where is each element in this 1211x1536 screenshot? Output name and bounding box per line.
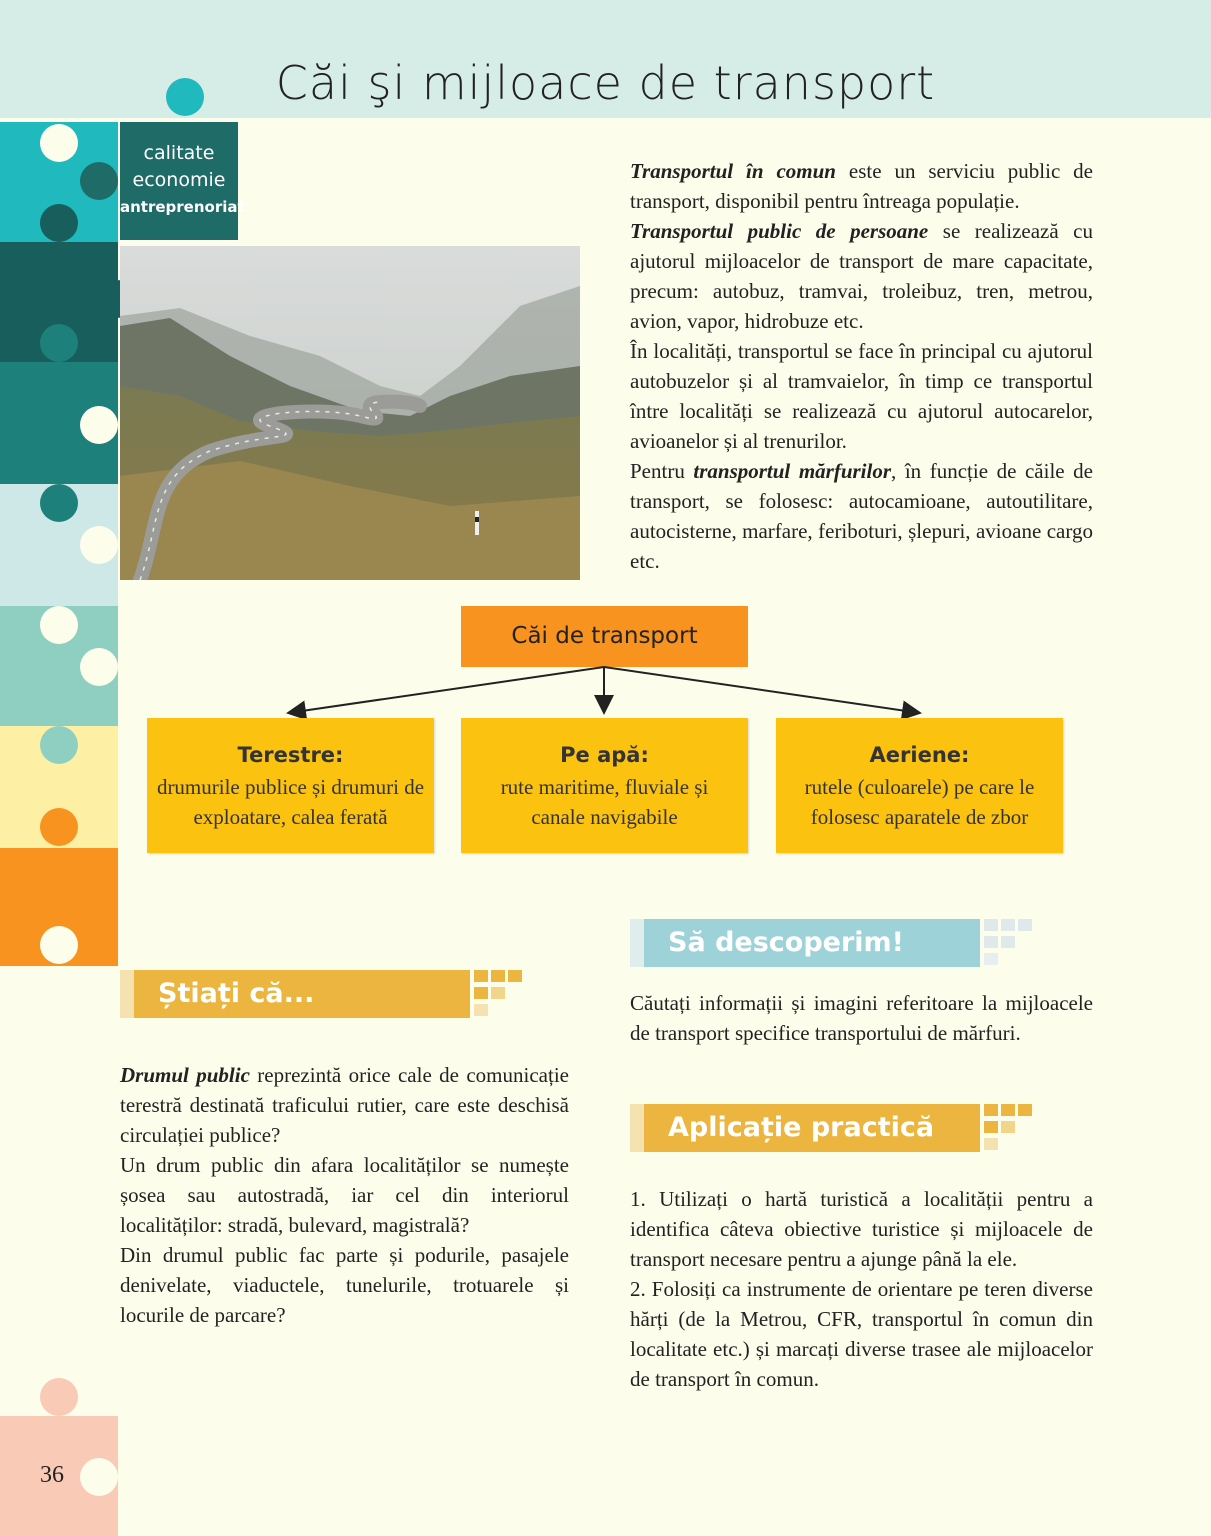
intro-term: Transportul în comun: [630, 159, 836, 183]
tag-antreprenoriat: antreprenoriat: [120, 198, 245, 216]
aplicatie-item: 2. Folosiți ca instrumente de orientare pe teren diverse hărți (de la Metrou, CFR, transportul în comun din localitate etc.) și marcați diverse trasee ale mijloacelor de transport în comun.: [630, 1277, 1093, 1391]
aplicatie-heading: Aplicație practică: [644, 1104, 980, 1152]
intro-paragraph: Transportul public de persoane se realizează cu ajutorul mijloacelor de transport de mare capacitate, precum: autobuz, tramvai, troleibuz, tren, metrou, avion, vapor, hidrobuze etc.: [630, 219, 1093, 333]
branch-aeriene: [776, 718, 1063, 853]
descoperim-heading: Să descoperim!: [644, 919, 980, 967]
branch-title: Aeriene:: [869, 743, 970, 767]
branch-title: Pe apă:: [560, 743, 649, 767]
aplicatie-text: [630, 1184, 1093, 1394]
diagram-root: Căi de transport: [461, 606, 748, 667]
stiati-term: Drumul public: [120, 1063, 250, 1087]
branch-text: rute maritime, fluviale și canale navigabile: [500, 775, 709, 829]
puzzle-knob: [80, 1458, 118, 1496]
stiati-heading: Știați că...: [134, 970, 470, 1018]
page-number: 36: [40, 1462, 64, 1488]
intro-paragraph: Transportul în comun este un serviciu public de transport, disponibil pentru întreaga populație.: [630, 159, 1094, 213]
puzzle-knob: [40, 1378, 78, 1416]
branch-terestre: [147, 718, 434, 853]
stiati-paragraph: Drumul public reprezintă orice cale de comunicație terestră destinată traficului rutier, care este deschisă circulației publice?: [120, 1063, 569, 1147]
intro-term: transportul mărfurilor: [693, 459, 892, 483]
intro-paragraph: În localități, transportul se face în principal cu ajutorul autobuzelor și al tramvaielor, în timp ce transportul între localități se realizează cu ajutorul autocarelor, avioanelor și al trenurilor.: [630, 339, 1093, 453]
diagram-arrows: [0, 0, 1211, 760]
descoperim-banner: [630, 919, 1040, 967]
tag-economie: economie: [132, 169, 226, 191]
branch-title: Terestre:: [237, 743, 344, 767]
branch-apa: [461, 718, 748, 853]
arrow-terestre: [288, 667, 604, 713]
stiati-paragraph: Din drumul public fac parte și podurile, pasajele denivelate, viaductele, tunelurile, trotuarele și locurile de parcare?: [120, 1243, 569, 1327]
tag-calitate: calitate: [143, 142, 215, 164]
intro-term: Transportul public de persoane: [630, 219, 929, 243]
stiati-text: [120, 1060, 569, 1330]
page-title: Căi şi mijloace de transport: [275, 56, 936, 110]
descoperim-text: Căutați informații și imagini referitoare la mijloacele de transport specifice transportului de mărfuri.: [630, 991, 1093, 1045]
branch-text: rutele (culoarele) pe care le folosesc aparatele de zbor: [804, 775, 1035, 829]
puzzle-knob: [40, 808, 78, 846]
intro-paragraph: Pentru transportul mărfurilor, în funcție de căile de transport, se folosesc: autocamioane, autoutilitare, autocisterne, marfare, feriboturi, șlepuri, avioane cargo etc.: [630, 459, 1093, 573]
branch-text: drumurile publice și drumuri de exploatare, calea ferată: [156, 775, 425, 829]
stiati-paragraph: Un drum public din afara localităților se numește șosea sau autostradă, iar cel din interiorul localităților: stradă, bulevard, magistrală?: [120, 1153, 569, 1237]
arrow-aeriene: [604, 667, 920, 713]
aplicatie-item: 1. Utilizați o hartă turistică a localității pentru a identifica câteva obiective turistice și mijloacele de transport necesare pentru a ajunge până la ele.: [630, 1187, 1093, 1271]
stiati-banner: [120, 970, 530, 1018]
aplicatie-banner: [630, 1104, 1040, 1152]
puzzle-knob: [40, 926, 78, 964]
